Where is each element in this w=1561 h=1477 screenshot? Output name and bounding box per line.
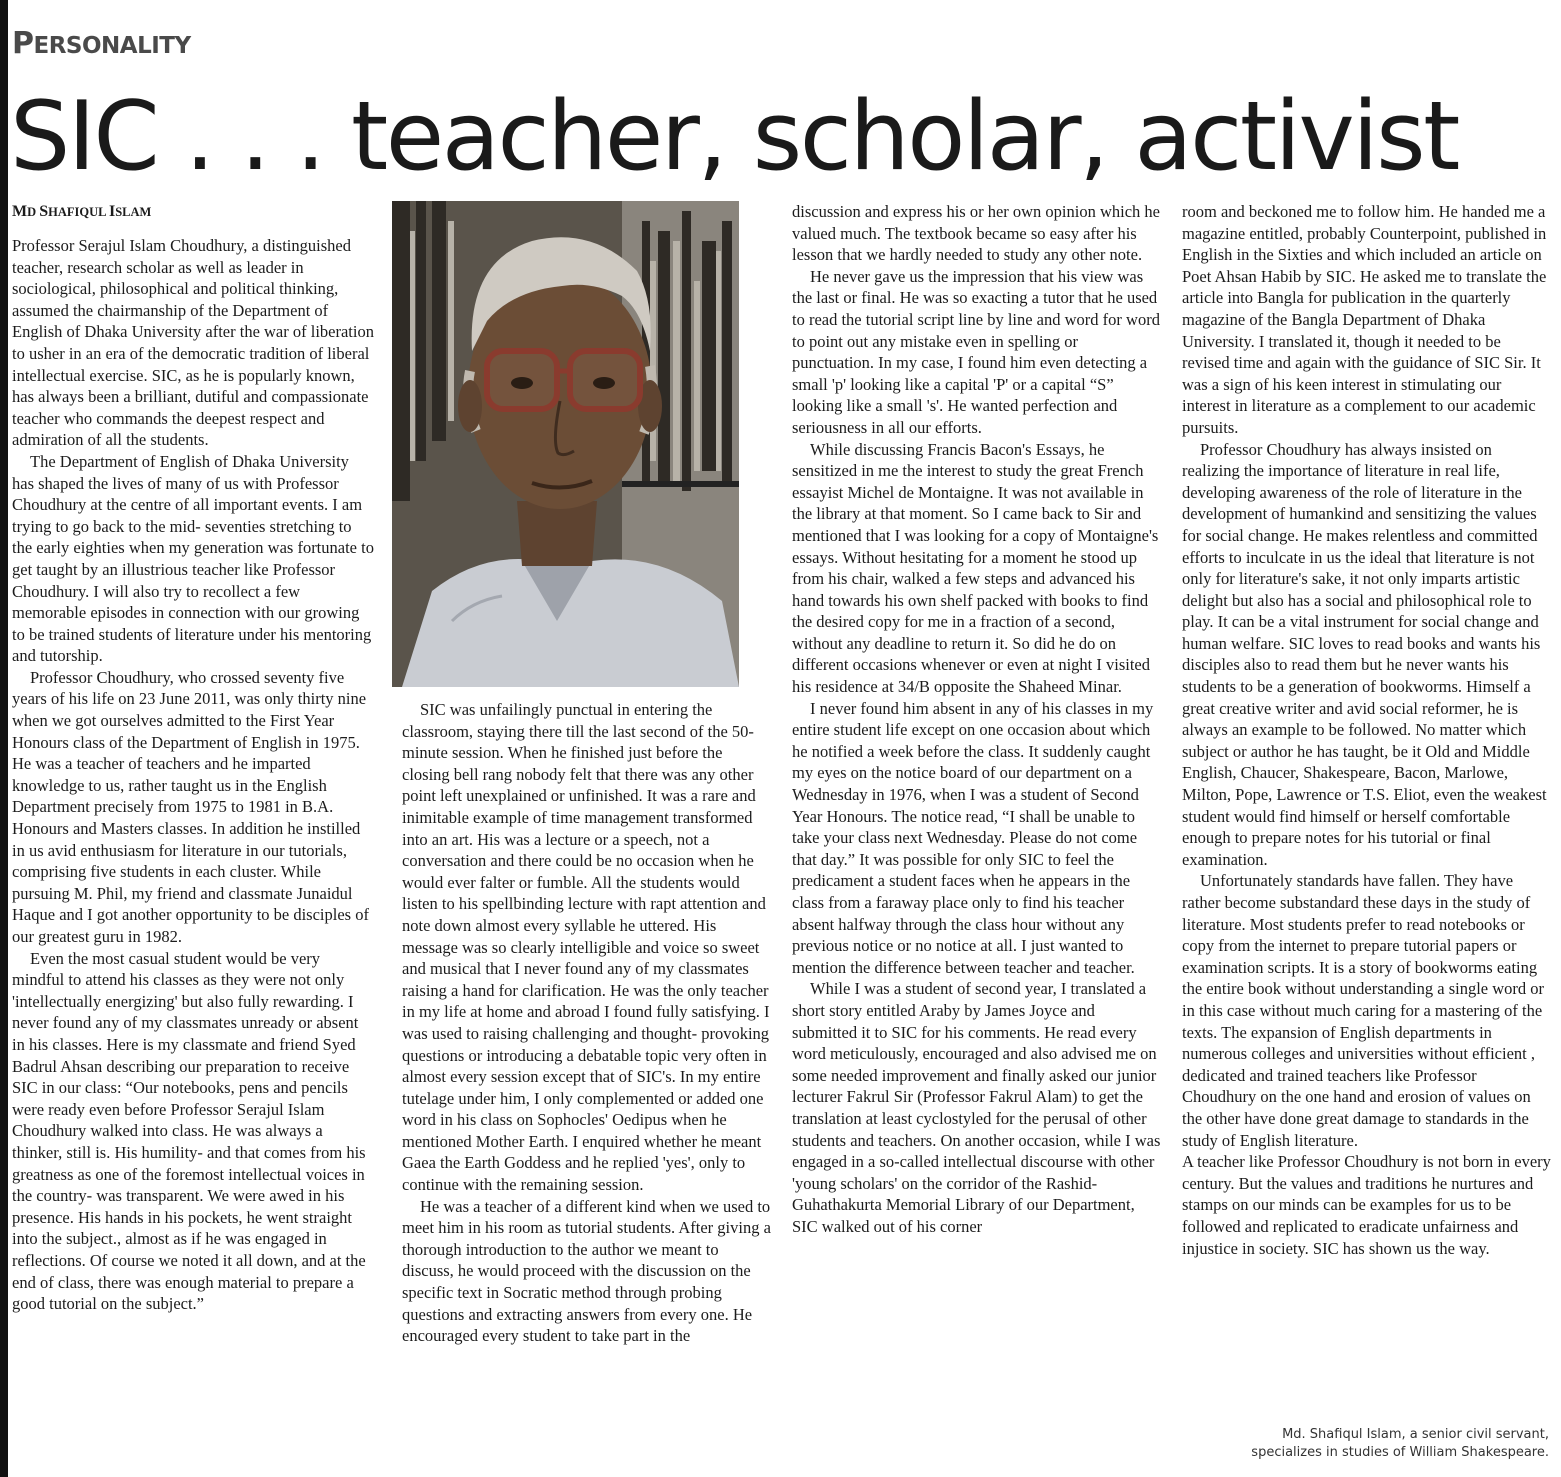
paragraph: I never found him absent in any of his classes in my entire student life except on one occasion about which he notified a week before the class. It suddenly caught my eyes on the notice board of our department on a Wednesday in 1976, when I was a student of Second Year Honours. The notice read, “I shall be unable to take your class next Wednesday. Please do not come that day.” It was possible for only SIC to feel the predicament a student faces when he appears in the class from a faraway place only to find his teacher absent halfway through the class hour without any previous notice or no notice at all. I just wanted to mention the difference between teacher and teacher. — [792, 698, 1154, 977]
paragraph: SIC was unfailingly punctual in entering the classroom, staying there till the last second of the 50-minute session. When he finished just before the closing bell rang nobody felt that there was any other point left unexplained or unfinished. It was a rare and inimitable example of time management transformed into an art. His was a lecture or a speech, not a conversation and there could be no occasion when he would ever falter or fumble. All the students would listen to his spellbinding lecture with rapt attention and note down almost every syllable he uttered. His message was so clearly intelligible and voice so sweet and musical that I never found any of my classmates raising a hand for clarification. He was the only teacher in my life at home and abroad I found fully satisfying. I was used to raising challenging and thought- provoking questions or introducing a debatable topic very often in almost every session except that of SIC's. In my entire tutelage under him, I only complemented or added one word in his class on Sophocles' Oedipus when he mentioned Mother Earth. I enquired whether he meant Gaea the Earth Goddess and he replied 'yes', only to continue with the remaining session. — [402, 700, 770, 1195]
byline-part: M — [12, 203, 28, 220]
paragraph: Even the most casual student would be very mindful to attend his classes as they were not only 'intellectually energizing' but also fully rewarding. I never found any of my classmates unready or absent in his classes. Here is my classmate and friend Syed Badrul Ahsan describing our preparation to receive SIC in our class: “Our notebooks, pens and pencils were ready even before Professor Serajul Islam Choudhury walked into class. He was always a thinker, still is. His humility- and that comes from his greatness as one of the foremost intellectual voices in the country- was transparent. We were awed in his presence. His hands in his pockets, he went straight into the subject., almost as if he was engaged in reflections. Of course we noted it all down, and at the end of class, there was enough material to prepare a good tutorial on the subject.” — [12, 948, 366, 1314]
paragraph: The Department of English of Dhaka University has shaped the lives of many of us with Professor Choudhury at the centre of all important events. I am trying to go back to the mid- seventies stretching to the early eighties when my generation was fortunate to get taught by an illustrious teacher like Professor Choudhury. I will also try to recollect a few memorable episodes in connection with our growing to be trained students of literature under his mentoring and tutorship. — [12, 451, 374, 666]
article-column-2 — [402, 699, 774, 1459]
byline-part: S — [39, 203, 49, 220]
article-column-1 — [12, 235, 374, 1470]
byline — [12, 202, 151, 222]
headline: SIC . . . teacher, scholar, activist — [10, 82, 1458, 192]
paragraph: He never gave us the impression that his view was the last or final. He was so exacting a tutor that he used to read the tutorial script line by line and word for word to point out any mistake even in spelling or punctuation. In my case, I found him even detecting a small 'p' looking like a capital 'P' or a capital “S” looking like a small 's'. He wanted perfection and seriousness in all our efforts. — [792, 266, 1160, 437]
portrait-photo — [392, 201, 739, 687]
left-edge-rule — [0, 0, 8, 1477]
section-label — [12, 24, 191, 66]
paragraph: While discussing Francis Bacon's Essays, he sensitized in me the interest to study the great French essayist Michel de Montaigne. It was not available in the library at that moment. So I came back to Sir and mentioned that I was looking for a copy of Montaigne's essays. Without hesitating for a moment he stood up from his chair, walked a few steps and advanced his hand towards his own shelf packed with books to find the desired copy for me in a fraction of a second, without any deadline to return it. So did he do on different occasions whenever or even at night I visited his residence at 34/B opposite the Shaheed Minar. — [792, 439, 1159, 697]
paragraph: While I was a student of second year, I translated a short story entitled Araby by James Joyce and submitted it to SIC for his comments. He read every word meticulously, encouraged and also advised me on some needed improvement and finally asked our junior lecturer Fakrul Sir (Professor Fakrul Alam) to get the translation at least cyclostyled for the perusal of other students and teachers. On another occasion, while I was engaged in a so-called intellectual discourse with other 'young scholars' on the corridor of the Rashid-Guhathakurta Memorial Library of our Department, SIC walked out of his corner — [792, 979, 1161, 1236]
author-note — [1129, 1426, 1549, 1462]
paragraph: Professor Choudhury, who crossed seventy five years of his life on 23 June 2011, was only thirty nine when we got ourselves admitted to the First Year Honours class of the Department of English in 1975. He was a teacher of teachers and he imparted knowledge to us, rather taught us in the English Department precisely from 1975 to 1981 in B.A. Honours and Masters classes. In addition he instilled in us avid enthusiasm for literature in our tutorials, comprising five students in each cluster. While pursuing M. Phil, my friend and classmate Junaidul Haque and I got another opportunity to be disciples of our greatest guru in 1982. — [12, 667, 369, 946]
article-column-3 — [792, 201, 1164, 1456]
section-label-rest: ERSONALITY — [33, 33, 191, 59]
byline-part: SLAM — [115, 205, 152, 219]
paragraph: room and beckoned me to follow him. He handed me a magazine entitled, probably Counterpoint, published in English in the Sixties and which included an article on Poet Ahsan Habib by SIC. He asked me to translate the article into Bangla for publication in the quarterly magazine of the Bangla Department of Dhaka University. I translated it, though it needed to be revised time and again with the guidance of SIC Sir. It was a sign of his keen interest in stimulating our interest in literature as a complement to our academic pursuits. — [1182, 202, 1547, 437]
paragraph: He was a teacher of a different kind when we used to meet him in his room as tutorial students. After giving a thorough introduction to the author we meant to discuss, he would proceed with the discussion on the specific text in Socratic method through probing questions and extracting answers from every one. He encouraged every student to take part in the — [402, 1196, 771, 1346]
paragraph: discussion and express his or her own opinion which he valued much. The textbook became so easy after his lesson that we hardly needed to study any other note. — [792, 202, 1160, 265]
paragraph: Unfortunately standards have fallen. They have rather become substandard these days in the study of literature. Most students prefer to read notebooks or copy from the internet to prepare tutorial papers or examination scripts. It is a story of bookworms eating the entire book without understanding a single word or in this case without much caring for a mastering of the texts. The expansion of English departments in numerous colleges and universities without efficient , dedicated and trained teachers like Professor Choudhury on the one hand and erosion of values on the other have done great damage to standards in the study of English literature. — [1182, 871, 1545, 1150]
author-note-line: Md. Shafiqul Islam, a senior civil servant, — [1282, 1427, 1549, 1442]
section-label-initial: P — [12, 26, 34, 61]
byline-part: D — [27, 205, 40, 219]
article-column-4 — [1182, 201, 1552, 1411]
byline-part: HAFIQUL — [48, 205, 109, 219]
byline-part: I — [108, 203, 116, 220]
author-note-line: specializes in studies of William Shakespeare. — [1251, 1445, 1549, 1460]
paragraph: Professor Choudhury has always insisted on realizing the importance of literature in real life, developing awareness of the role of literature in the development of humankind and sensitizing the values for social change. He makes relentless and committed efforts to inculcate in us the ideal that literature is not only for literature's sake, it not only imparts artistic delight but also has a social and philosophical role to play. It can be a vital instrument for social change and human welfare. SIC loves to read books and wants his disciples also to read them but he never wants his students to be a generation of bookworms. Himself a great creative writer and avid social reformer, he is always an example to be followed. No matter which subject or author he has taught, be it Old and Middle English, Chaucer, Shakespeare, Bacon, Marlowe, Milton, Pope, Lawrence or T.S. Eliot, even the weakest student would find himself or herself comfortable enough to prepare notes for his tutorial or final examination. — [1182, 439, 1547, 869]
paragraph: A teacher like Professor Choudhury is not born in every century. But the values and traditions he nurtures and stamps on our minds can be examples for us to be followed and replicated to eradicate unfairness and injustice in society. SIC has shown us the way. — [1182, 1152, 1551, 1258]
paragraph: Professor Serajul Islam Choudhury, a distinguished teacher, research scholar as well as leader in sociological, philosophical and political thinking, assumed the chairmanship of the Department of English of Dhaka University after the war of liberation to usher in an era of the democratic tradition of liberal intellectual exercise. SIC, as he is popularly known, has always been a brilliant, dutiful and compassionate teacher who commands the deepest respect and admiration of all the students. — [12, 236, 374, 450]
